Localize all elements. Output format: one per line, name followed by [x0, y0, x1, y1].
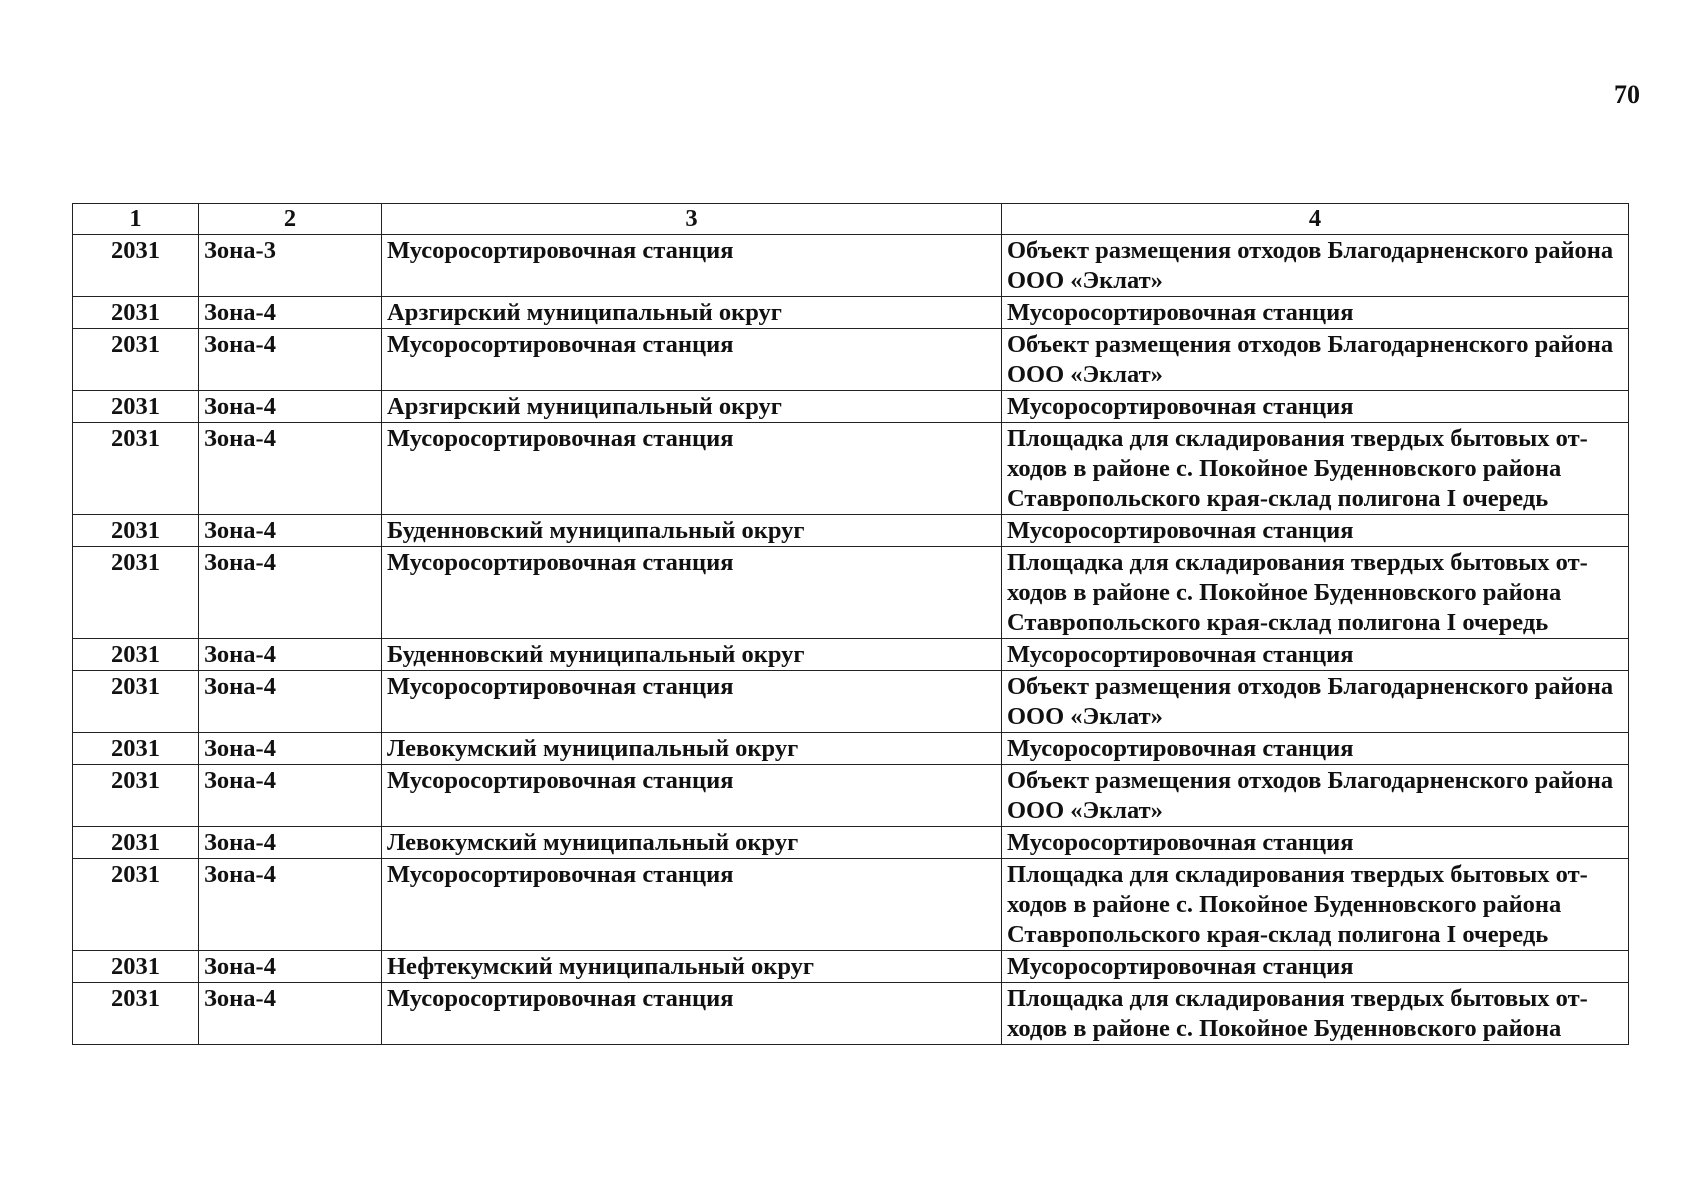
- destination-cell: Мусоросортировочная станция: [1002, 297, 1629, 329]
- destination-cell: Мусоросортировочная станция: [1002, 951, 1629, 983]
- source-cell: Мусоросортировочная станция: [382, 423, 1002, 515]
- source-cell: Нефтекумский муниципальный округ: [382, 951, 1002, 983]
- table-row: [73, 547, 1629, 639]
- column-header-1: 1: [73, 204, 199, 235]
- year-cell: 2031: [73, 297, 199, 329]
- zone-cell: Зона-4: [199, 423, 382, 515]
- table-row: [73, 733, 1629, 765]
- source-cell: Левокумский муниципальный округ: [382, 733, 1002, 765]
- destination-cell: Объект размещения отходов Благодарненского района ООО «Эклат»: [1002, 671, 1629, 733]
- destination-cell: Мусоросортировочная станция: [1002, 827, 1629, 859]
- year-cell: 2031: [73, 547, 199, 639]
- zone-cell: Зона-4: [199, 951, 382, 983]
- table-row: [73, 423, 1629, 515]
- year-cell: 2031: [73, 827, 199, 859]
- data-table: [72, 203, 1629, 1045]
- table-row: [73, 951, 1629, 983]
- source-cell: Буденновский муниципальный округ: [382, 639, 1002, 671]
- zone-cell: Зона-4: [199, 671, 382, 733]
- source-cell: Мусоросортировочная станция: [382, 547, 1002, 639]
- source-cell: Мусоросортировочная станция: [382, 859, 1002, 951]
- zone-cell: Зона-4: [199, 733, 382, 765]
- table-row: [73, 329, 1629, 391]
- year-cell: 2031: [73, 329, 199, 391]
- column-header-3: 3: [382, 204, 1002, 235]
- zone-cell: Зона-4: [199, 859, 382, 951]
- zone-cell: Зона-3: [199, 235, 382, 297]
- year-cell: 2031: [73, 983, 199, 1045]
- source-cell: Мусоросортировочная станция: [382, 671, 1002, 733]
- table-row: [73, 827, 1629, 859]
- table-row: [73, 765, 1629, 827]
- column-header-4: 4: [1002, 204, 1629, 235]
- table-row: [73, 515, 1629, 547]
- year-cell: 2031: [73, 423, 199, 515]
- zone-cell: Зона-4: [199, 639, 382, 671]
- zone-cell: Зона-4: [199, 827, 382, 859]
- source-cell: Арзгирский муниципальный округ: [382, 391, 1002, 423]
- year-cell: 2031: [73, 671, 199, 733]
- destination-cell: Объект размещения отходов Благодарненского района ООО «Эклат»: [1002, 765, 1629, 827]
- destination-cell: Мусоросортировочная станция: [1002, 639, 1629, 671]
- table-row: [73, 235, 1629, 297]
- table-row: [73, 391, 1629, 423]
- year-cell: 2031: [73, 859, 199, 951]
- zone-cell: Зона-4: [199, 297, 382, 329]
- header-row: [73, 204, 1629, 235]
- table-row: [73, 859, 1629, 951]
- destination-cell: Площадка для складирования твердых бытовых от-ходов в районе с. Покойное Буденновского района Ставропольского края-склад полигона I очередь: [1002, 423, 1629, 515]
- destination-cell: Объект размещения отходов Благодарненского района ООО «Эклат»: [1002, 235, 1629, 297]
- year-cell: 2031: [73, 235, 199, 297]
- column-header-2: 2: [199, 204, 382, 235]
- zone-cell: Зона-4: [199, 983, 382, 1045]
- destination-cell: Площадка для складирования твердых бытовых от-ходов в районе с. Покойное Буденновского района Ставропольского края-склад полигона I очередь: [1002, 859, 1629, 951]
- destination-cell: Объект размещения отходов Благодарненского района ООО «Эклат»: [1002, 329, 1629, 391]
- year-cell: 2031: [73, 639, 199, 671]
- destination-cell: Площадка для складирования твердых бытовых от-ходов в районе с. Покойное Буденновского района Ставропольского края-склад полигона I очередь: [1002, 547, 1629, 639]
- table-body: [73, 235, 1629, 1045]
- zone-cell: Зона-4: [199, 765, 382, 827]
- destination-cell: Мусоросортировочная станция: [1002, 733, 1629, 765]
- table-row: [73, 671, 1629, 733]
- year-cell: 2031: [73, 733, 199, 765]
- destination-cell: Мусоросортировочная станция: [1002, 515, 1629, 547]
- source-cell: Буденновский муниципальный округ: [382, 515, 1002, 547]
- source-cell: Арзгирский муниципальный округ: [382, 297, 1002, 329]
- source-cell: Мусоросортировочная станция: [382, 235, 1002, 297]
- table-row: [73, 639, 1629, 671]
- table-row: [73, 297, 1629, 329]
- zone-cell: Зона-4: [199, 547, 382, 639]
- destination-cell: Площадка для складирования твердых бытовых от-ходов в районе с. Покойное Буденновского района: [1002, 983, 1629, 1045]
- source-cell: Мусоросортировочная станция: [382, 765, 1002, 827]
- source-cell: Левокумский муниципальный округ: [382, 827, 1002, 859]
- destination-cell: Мусоросортировочная станция: [1002, 391, 1629, 423]
- year-cell: 2031: [73, 951, 199, 983]
- year-cell: 2031: [73, 391, 199, 423]
- page-number: 70: [1614, 80, 1640, 109]
- year-cell: 2031: [73, 765, 199, 827]
- source-cell: Мусоросортировочная станция: [382, 329, 1002, 391]
- year-cell: 2031: [73, 515, 199, 547]
- zone-cell: Зона-4: [199, 391, 382, 423]
- source-cell: Мусоросортировочная станция: [382, 983, 1002, 1045]
- zone-cell: Зона-4: [199, 329, 382, 391]
- zone-cell: Зона-4: [199, 515, 382, 547]
- table-row: [73, 983, 1629, 1045]
